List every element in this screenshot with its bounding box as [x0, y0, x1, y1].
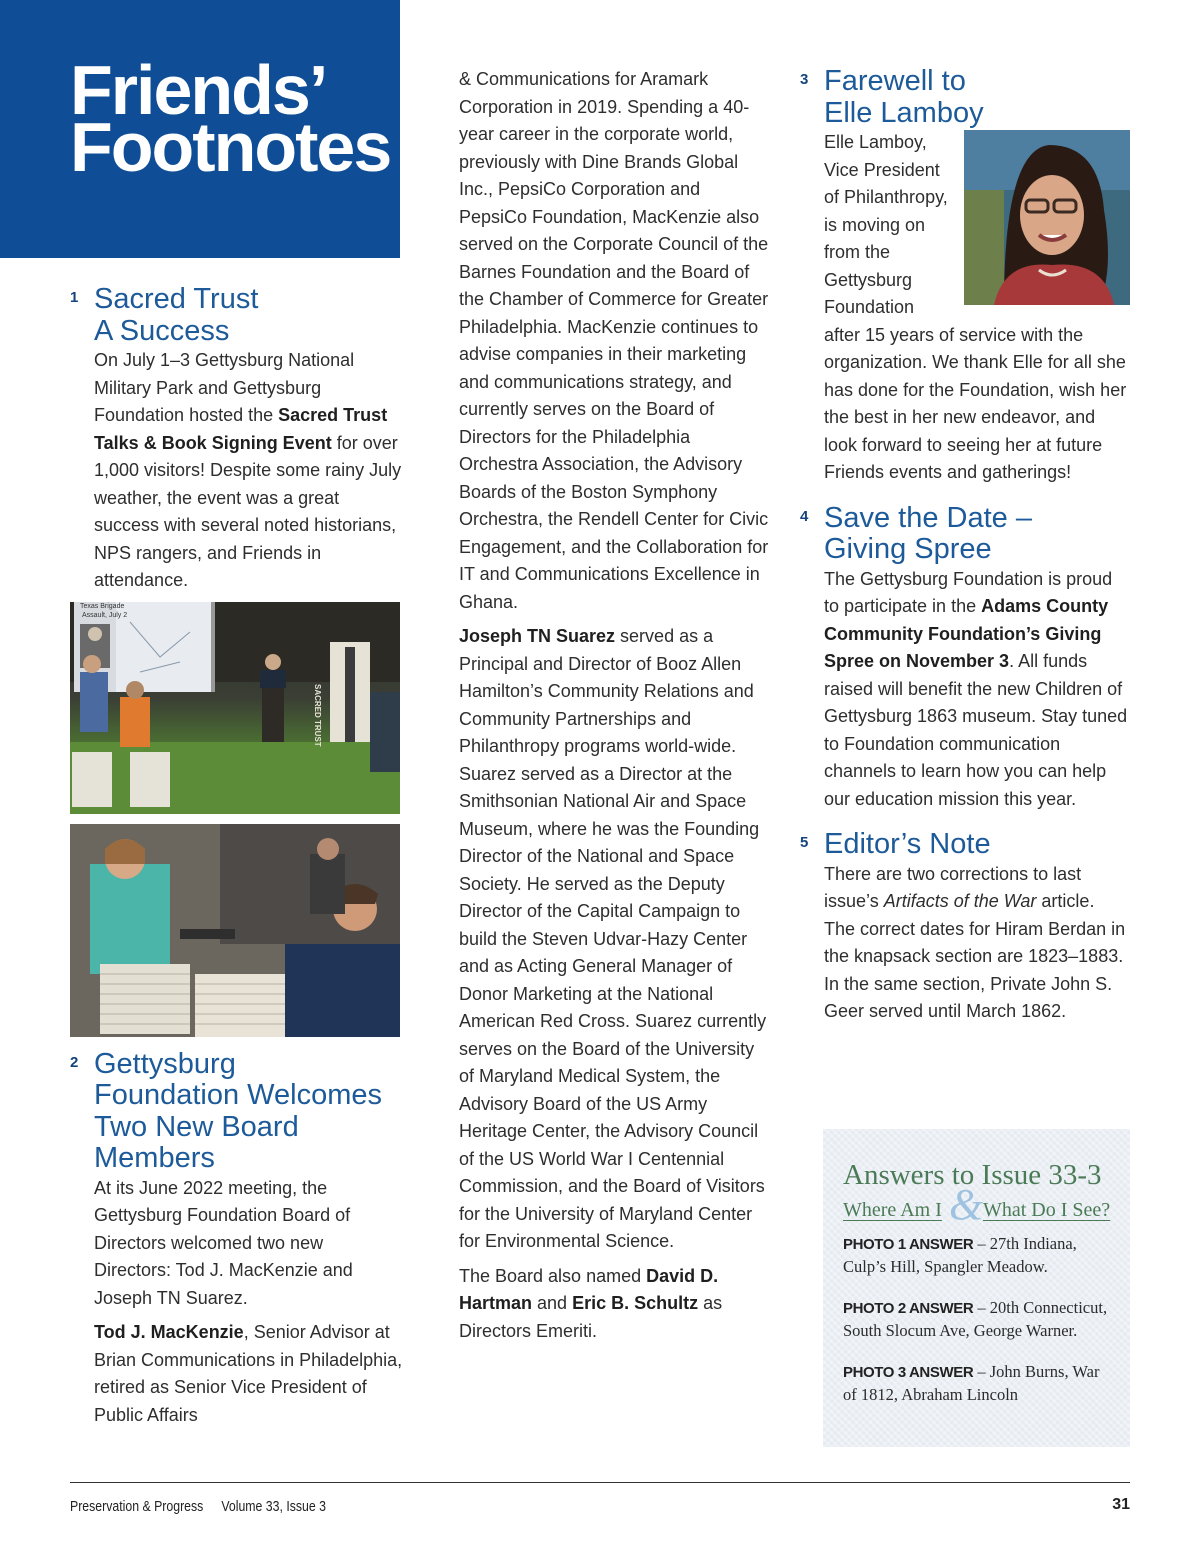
section-body — [459, 623, 771, 1256]
section-title — [824, 503, 1130, 566]
photo-caption-text: Assault, July 2 — [82, 611, 128, 619]
body-text: There are two corrections to last issue’s — [824, 863, 1082, 911]
body-text: The Board also named — [459, 1265, 647, 1286]
column-2 — [459, 66, 771, 1345]
title-line: Sacred Trust — [94, 283, 259, 315]
answer-text: – 27th Indiana, Culp’s Hill, Spangler Meadow. — [843, 1234, 1077, 1276]
masthead-line-1: Friends’ — [70, 51, 327, 129]
bold-event-name: Adams County Community Foundation’s Giving Spree on November 3 — [824, 596, 1109, 671]
footer-rule — [70, 1482, 1130, 1483]
title-line: Two New Board — [94, 1110, 299, 1143]
section-body — [824, 566, 1130, 814]
section-save-the-date — [800, 503, 1130, 814]
title-line: Giving Spree — [824, 533, 992, 565]
title-line: Farewell to — [824, 65, 966, 97]
column-3 — [800, 66, 1130, 1026]
ampersand-glyph: & — [949, 1180, 984, 1229]
masthead-title — [70, 51, 391, 187]
section-title — [94, 284, 405, 347]
section-farewell — [800, 66, 1130, 487]
section-body: Elle Lamboy, Vice President of Philanthropy, is moving on from the Gettysburg Foundation after 15 years of service with the organization. We thank Elle for all she has done for the Foundation, wish her the best in her new endeavor, and look forward to seeing her at future Friends events and gatherings! — [824, 132, 1127, 482]
answer-item — [843, 1297, 1114, 1341]
section-title — [824, 66, 1130, 129]
footer-publication-info — [70, 1498, 326, 1515]
body-text: , Senior Advisor at Brian Communications in Philadelphia, retired as Senior Vice President of Public Affairs — [94, 1322, 403, 1425]
body-text: The Gettysburg Foundation is proud to participate in the — [824, 568, 1113, 616]
answer-item — [843, 1361, 1114, 1405]
title-line: A Success — [94, 314, 230, 347]
section-number: 1 — [70, 289, 79, 306]
answers-title: Answers to Issue 33-3 — [843, 1159, 1102, 1191]
answer-item — [843, 1233, 1114, 1277]
bold-event-name: Sacred Trust Talks & Book Signing Event — [94, 405, 388, 453]
page-number: 31 — [1112, 1496, 1130, 1513]
title-line: Editor’s Note — [824, 828, 991, 860]
masthead-line-2: Footnotes — [70, 108, 391, 187]
section-sacred-trust — [70, 284, 405, 595]
answers-subtitle — [843, 1180, 1114, 1229]
section-body: At its June 2022 meeting, the Gettysburg Foundation Board of Directors welcomed two new Directors: Tod J. MacKenzie and Joseph TN Suarez. — [94, 1177, 353, 1308]
column-1 — [70, 284, 405, 1429]
event-photo-talk — [70, 602, 400, 814]
answers-box — [823, 1129, 1130, 1447]
answer-label: PHOTO 2 ANSWER — [843, 1300, 974, 1317]
title-line: Gettysburg — [94, 1047, 236, 1080]
bold-person-name: Joseph TN Suarez — [459, 626, 616, 646]
subtitle-right: What Do I See? — [983, 1199, 1111, 1221]
publication-name: Preservation & Progress — [70, 1498, 204, 1515]
body-text: . All funds raised will benefit the new Children of Gettysburg 1863 museum. Stay tuned to Foundation communication channels to learn how you can help our education mission this year. — [824, 651, 1128, 809]
section-title — [94, 1049, 405, 1175]
bold-person-name: Eric B. Schultz — [572, 1293, 699, 1313]
title-line: Foundation Welcomes — [94, 1079, 383, 1111]
answer-text: – 20th Connecticut, South Slocum Ave, George Warner. — [843, 1298, 1108, 1340]
section-number: 4 — [800, 507, 809, 525]
section-body — [94, 347, 405, 595]
bold-person-name: David D. Hartman — [459, 1265, 719, 1313]
section-new-board-members — [70, 1049, 405, 1430]
section-body-continued: & Communications for Aramark Corporation in 2019. Spending a 40-year career in the corporate world, previously with Dine Brands Global Inc., PepsiCo Corporation and PepsiCo Foundation, MacKenzie also served on the Corporate Council of the Barnes Foundation and the Board of the Chamber of Commerce for Greater Philadelphia. MacKenzie continues to advise companies in their marketing and communications strategy, and currently serves on the Board of Directors for the Philadelphia Orchestra Association, the Advisory Boards of the Boston Symphony Orchestra, the Rendell Center for Civic Engagement, and the Collaboration for IT and Communications Excellence in Ghana. — [459, 69, 769, 612]
section-number: 3 — [800, 71, 809, 88]
body-text: served as a Principal and Director of Booz Allen Hamilton’s Community Relations and Community Partnerships and Philanthropy programs world-wide. Suarez served as a Director at the Smithsonian National Air and Space Museum, where he was the Founding Director of the National and Space Society. He served as the Deputy Director of the Capital Campaign to build the Steven Udvar-Hazy Center and as Acting General Manager of Donor Marketing at the National American Red Cross. Suarez currently serves on the Board of the University of Maryland Medical System, the Advisory Board of the US Army Heritage Center, the Advisory Council of the US World War I Centennial Commission, and the Board of Visitors for the University of Maryland Center for Environmental Science. — [459, 626, 767, 1251]
section-editors-note — [800, 829, 1130, 1026]
portrait-photo — [964, 130, 1130, 305]
section-body — [824, 861, 1130, 1026]
body-text: article. The correct dates for Hiram Berdan in the knapsack section are 1823–1883. In the same section, Private John S. Geer served until March 1862. — [824, 891, 1126, 1021]
event-photo-book-signing — [70, 824, 400, 1037]
photo-banner-text: SACRED TRUST — [313, 683, 322, 747]
answer-label: PHOTO 1 ANSWER — [843, 1236, 974, 1253]
answers-list — [843, 1233, 1114, 1405]
masthead — [0, 0, 400, 258]
italic-article-title: Artifacts of the War — [883, 891, 1037, 911]
body-text: for over 1,000 visitors! Despite some rainy July weather, the event was a great success with several noted historians, NPS rangers, and Friends in attendance. — [94, 432, 402, 590]
section-body — [459, 1263, 771, 1346]
body-text: as Directors Emeriti. — [459, 1293, 723, 1341]
title-line: Save the Date – — [824, 501, 1032, 534]
answer-label: PHOTO 3 ANSWER — [843, 1364, 974, 1381]
title-line: Elle Lamboy — [824, 96, 984, 129]
title-line: Members — [94, 1142, 215, 1174]
photo-caption-text: Texas Brigade — [80, 602, 125, 610]
bold-person-name: Tod J. MacKenzie — [94, 1322, 244, 1342]
answer-text: – John Burns, War of 1812, Abraham Lincoln — [843, 1362, 1100, 1404]
section-number: 5 — [800, 834, 809, 851]
subtitle-left: Where Am I — [843, 1199, 942, 1221]
section-number: 2 — [70, 1053, 79, 1071]
issue-info: Volume 33, Issue 3 — [221, 1498, 326, 1515]
section-body — [94, 1319, 405, 1429]
section-title — [824, 829, 1130, 861]
body-text: and — [532, 1293, 573, 1313]
body-text: On July 1–3 Gettysburg National Military Park and Gettysburg Foundation hosted the — [94, 350, 355, 425]
